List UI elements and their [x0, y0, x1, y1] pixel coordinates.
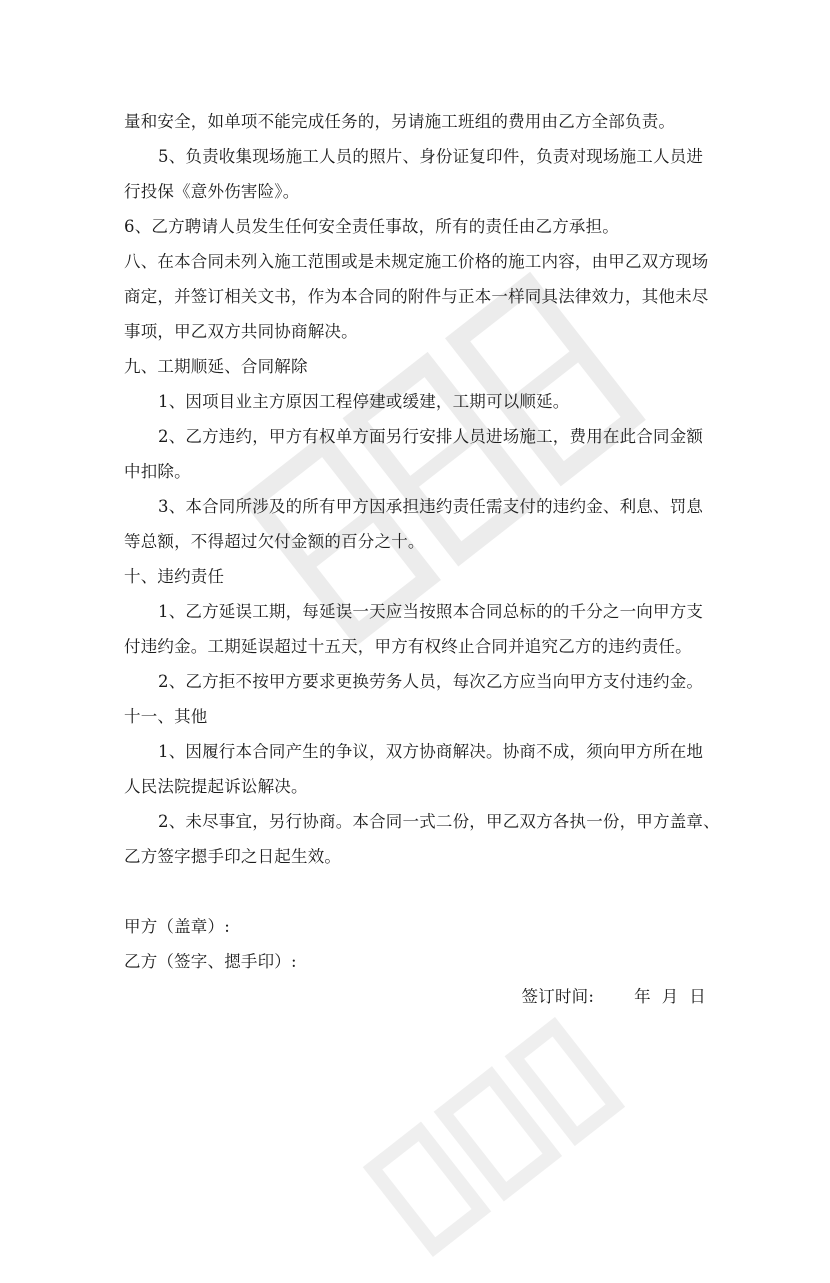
paragraph-line: 商定，并签订相关文书，作为本合同的附件与正本一样同具法律效力，其他未尽 [124, 287, 709, 306]
paragraph-line: 3、本合同所涉及的所有甲方因承担违约责任需支付的违约金、利息、罚息 [158, 497, 704, 516]
paragraph-line: 1、乙方延误工期，每延误一天应当按照本合同总标的的千分之一向甲方支 [158, 602, 704, 621]
party-a-signature-label: 甲方（盖章）: [124, 917, 230, 936]
paragraph-line: 1、因履行本合同产生的争议，双方协商解决。协商不成，须向甲方所在地 [158, 742, 704, 761]
section-eight-line: 八、在本合同未列入施工范围或是未规定施工价格的施工内容，由甲乙双方现场 [124, 252, 709, 271]
paragraph-line: 行投保《意外伤害险》。 [124, 182, 300, 201]
paragraph-line: 中扣除。 [124, 462, 191, 481]
paragraph-line: 事项，甲乙双方共同协商解决。 [124, 322, 358, 341]
spacer [124, 874, 714, 909]
section-eleven-heading: 十一、其他 [124, 707, 208, 726]
paragraph-line: 2、未尽事宜，另行协商。本合同一式二份，甲乙双方各执一份，甲方盖章、 [158, 812, 720, 831]
paragraph-line: 乙方签字摁手印之日起生效。 [124, 847, 342, 866]
signing-date-label: 签订时间: [521, 987, 595, 1006]
paragraph-line: 6、乙方聘请人员发生任何安全责任事故，所有的责任由乙方承担。 [124, 217, 619, 236]
section-ten-heading: 十、违约责任 [124, 567, 225, 586]
paragraph-line: 2、乙方拒不按甲方要求更换劳务人员，每次乙方应当向甲方支付违约金。 [158, 672, 704, 691]
paragraph-line: 等总额，不得超过欠付金额的百分之十。 [124, 532, 425, 551]
watermark-stamp-lower [338, 997, 641, 1283]
contract-body [124, 104, 720, 1014]
signing-date-units: 年 月 日 [634, 987, 706, 1006]
paragraph-line: 付违约金。工期延误超过十五天，甲方有权终止合同并追究乙方的违约责任。 [124, 637, 692, 656]
paragraph-line: 5、负责收集现场施工人员的照片、身份证复印件，负责对现场施工人员进 [158, 147, 704, 166]
paragraph-line: 量和安全，如单项不能完成任务的，另请施工班组的费用由乙方全部负责。 [124, 112, 676, 131]
paragraph-line: 2、乙方违约，甲方有权单方面另行安排人员进场施工，费用在此合同金额 [158, 427, 704, 446]
section-nine-heading: 九、工期顺延、合同解除 [124, 357, 308, 376]
signing-date [124, 979, 714, 1014]
party-b-signature-label: 乙方（签字、摁手印）: [124, 952, 297, 971]
paragraph-line: 人民法院提起诉讼解决。 [124, 777, 308, 796]
paragraph-line: 1、因项目业主方原因工程停建或缓建，工期可以顺延。 [158, 392, 570, 411]
